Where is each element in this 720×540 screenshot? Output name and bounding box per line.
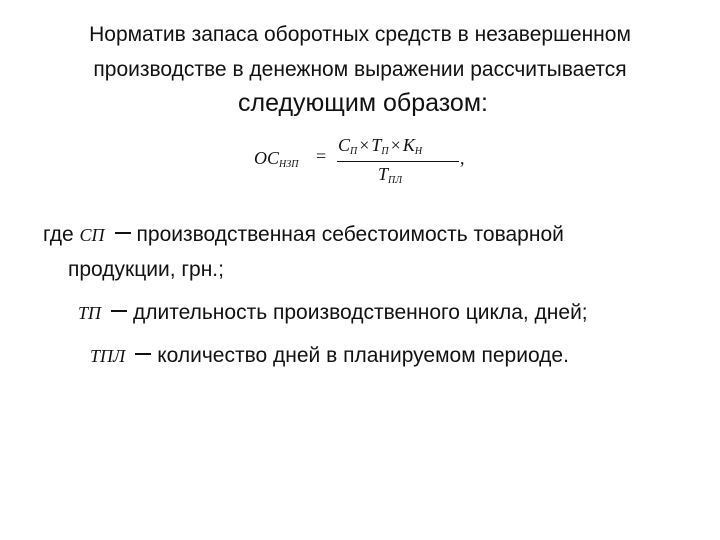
definition-cp [43, 222, 564, 248]
formula-lhs-subscript: НЗП [279, 159, 299, 170]
definition-tpl-text: количество дней в планируемом периоде. [157, 344, 569, 367]
formula-equals: = [316, 146, 327, 166]
symbol-tpl: ТПЛ [90, 346, 126, 366]
dash-separator [115, 232, 131, 234]
definition-tpl [90, 343, 569, 369]
heading-line-3: следующим образом: [238, 89, 488, 117]
numerator-k-subscript: Н [414, 146, 423, 157]
fraction-bar [337, 161, 459, 162]
dash-separator [111, 310, 127, 312]
times-sign-2: × [390, 135, 401, 155]
symbol-cp: СП [79, 225, 105, 245]
definition-tp [78, 300, 588, 326]
definition-tp-text: длительность производственного цикла, дней; [133, 301, 588, 324]
times-sign-1: × [359, 135, 370, 155]
symbol-tp: ТП [78, 303, 102, 323]
denominator-t: T [378, 164, 389, 184]
formula [254, 134, 484, 194]
definition-cp-continuation: продукции, грн.; [68, 258, 224, 281]
numerator-c: C [338, 135, 351, 155]
numerator-t: T [371, 135, 382, 155]
heading-line-2: производстве в денежном выражении рассчитывается [93, 58, 627, 81]
formula-lhs-symbol: OC [254, 148, 280, 168]
numerator-t-subscript: П [381, 146, 389, 157]
formula-numerator [338, 135, 422, 157]
dash-separator [135, 353, 151, 355]
heading-line-1: Норматив запаса оборотных средств в незавершенном [89, 23, 631, 46]
definition-cp-text: производственная себестоимость товарной [136, 223, 564, 246]
numerator-c-subscript: П [350, 146, 358, 157]
denominator-t-subscript: ПЛ [388, 175, 403, 186]
formula-lhs [254, 148, 298, 170]
numerator-k: K [402, 135, 415, 155]
definition-prefix: где [43, 223, 74, 246]
formula-denominator [378, 164, 402, 186]
formula-comma: , [460, 148, 465, 168]
